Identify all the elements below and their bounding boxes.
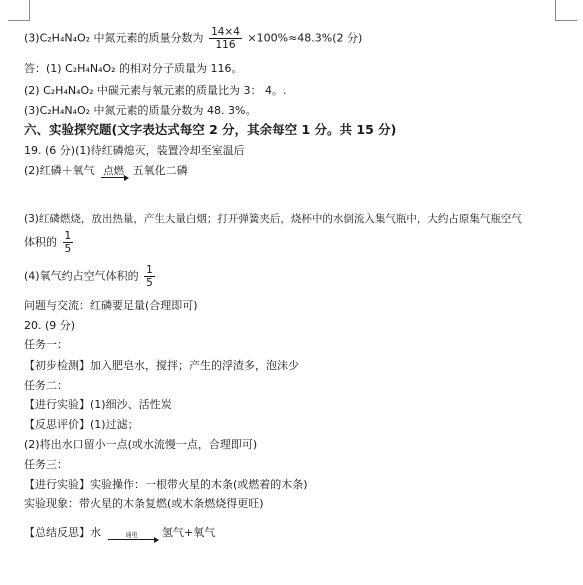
answer-line-3: (3)C₂H₄N₄O₂ 中氮元素的质量分数为 48. 3%。	[24, 104, 257, 117]
summary-equation	[24, 526, 215, 540]
q19-part1: 19. (6 分)(1)待红磷熄灭，装置冷却至室温后	[24, 144, 245, 157]
task1-detail: 【初步检测】加入肥皂水，搅拌；产生的浮渣多，泡沫少	[24, 359, 299, 372]
answer-line-mass-fraction-formula	[24, 26, 362, 51]
formula-suffix: ×100%≈48.3%(2 分)	[247, 31, 363, 45]
arrow-head-icon	[124, 175, 129, 181]
summary-products: 氢气+氧气	[162, 526, 216, 539]
answer-line-1: 答：(1) C₂H₄N₄O₂ 的相对分子质量为 116。	[24, 62, 243, 75]
arrow-head-icon	[154, 537, 159, 543]
part4-text: (4)氧气约占空气体积的	[24, 269, 139, 283]
fraction-denominator: 5	[64, 243, 72, 255]
crop-mark-left-vertical	[29, 0, 30, 20]
reactants: (2)红磷＋氧气	[24, 164, 95, 177]
electrolysis-condition: 通电	[108, 532, 156, 540]
formula-prefix: (3)C₂H₄N₄O₂ 中氮元素的质量分数为	[24, 31, 204, 45]
crop-mark-right-horizontal	[555, 20, 577, 21]
fraction-one-fifth	[144, 264, 155, 289]
task2-label: 任务二：	[24, 379, 68, 392]
reaction-arrow	[101, 166, 126, 178]
part3-text: 体积的	[24, 235, 57, 249]
q19-part2-equation	[24, 164, 188, 178]
reaction-condition: 点燃	[103, 165, 125, 177]
fraction-denominator: 5	[146, 277, 153, 289]
crop-mark-right-vertical	[555, 0, 556, 20]
electrolysis-arrow	[108, 532, 156, 540]
fraction-one-fifth	[63, 230, 74, 255]
task1-label: 任务一：	[24, 338, 68, 351]
discussion-line: 问题与交流：红磷要足量(合理即可)	[24, 299, 198, 312]
task3-label: 任务三：	[24, 458, 68, 471]
fraction-14x4-over-116	[209, 26, 242, 51]
task2-evaluation-1: 【反思评价】(1)过滤；	[24, 418, 139, 431]
task3-experiment: 【进行实验】实验操作：一根带火星的木条(或燃着的木条)	[24, 478, 308, 491]
task2-evaluation-2: (2)将出水口留小一点(或水流慢一点，合理即可)	[24, 438, 258, 451]
answer-line-2: (2) C₂H₄N₄O₂ 中碳元素与氧元素的质量比为 3： 4。.	[24, 84, 287, 97]
task2-experiment: 【进行实验】(1)细沙、活性炭	[24, 398, 172, 411]
q20-heading: 20. (9 分)	[24, 319, 76, 332]
crop-mark-left-horizontal	[8, 20, 30, 21]
q19-part4	[24, 264, 157, 289]
products: 五氧化二磷	[132, 164, 188, 177]
fraction-denominator: 116	[215, 39, 236, 51]
fraction-numerator: 1	[64, 230, 72, 242]
section-heading-6: 六、实验探究题(文字表达式每空 2 分，其余每空 1 分。共 15 分)	[24, 122, 397, 137]
fraction-numerator: 14×4	[211, 26, 240, 38]
fraction-numerator: 1	[146, 264, 153, 276]
q19-part3-line2	[24, 230, 75, 255]
summary-reactant: 【总结反思】水	[24, 526, 101, 539]
task3-phenomenon: 实验现象：带火星的木条复燃(或木条燃烧得更旺)	[24, 497, 264, 510]
q19-part3-line1: (3)红磷燃烧，放出热量，产生大量白烟；打开弹簧夹后，烧杯中的水倒流入集气瓶中，大约占原集气瓶空气	[24, 213, 522, 225]
